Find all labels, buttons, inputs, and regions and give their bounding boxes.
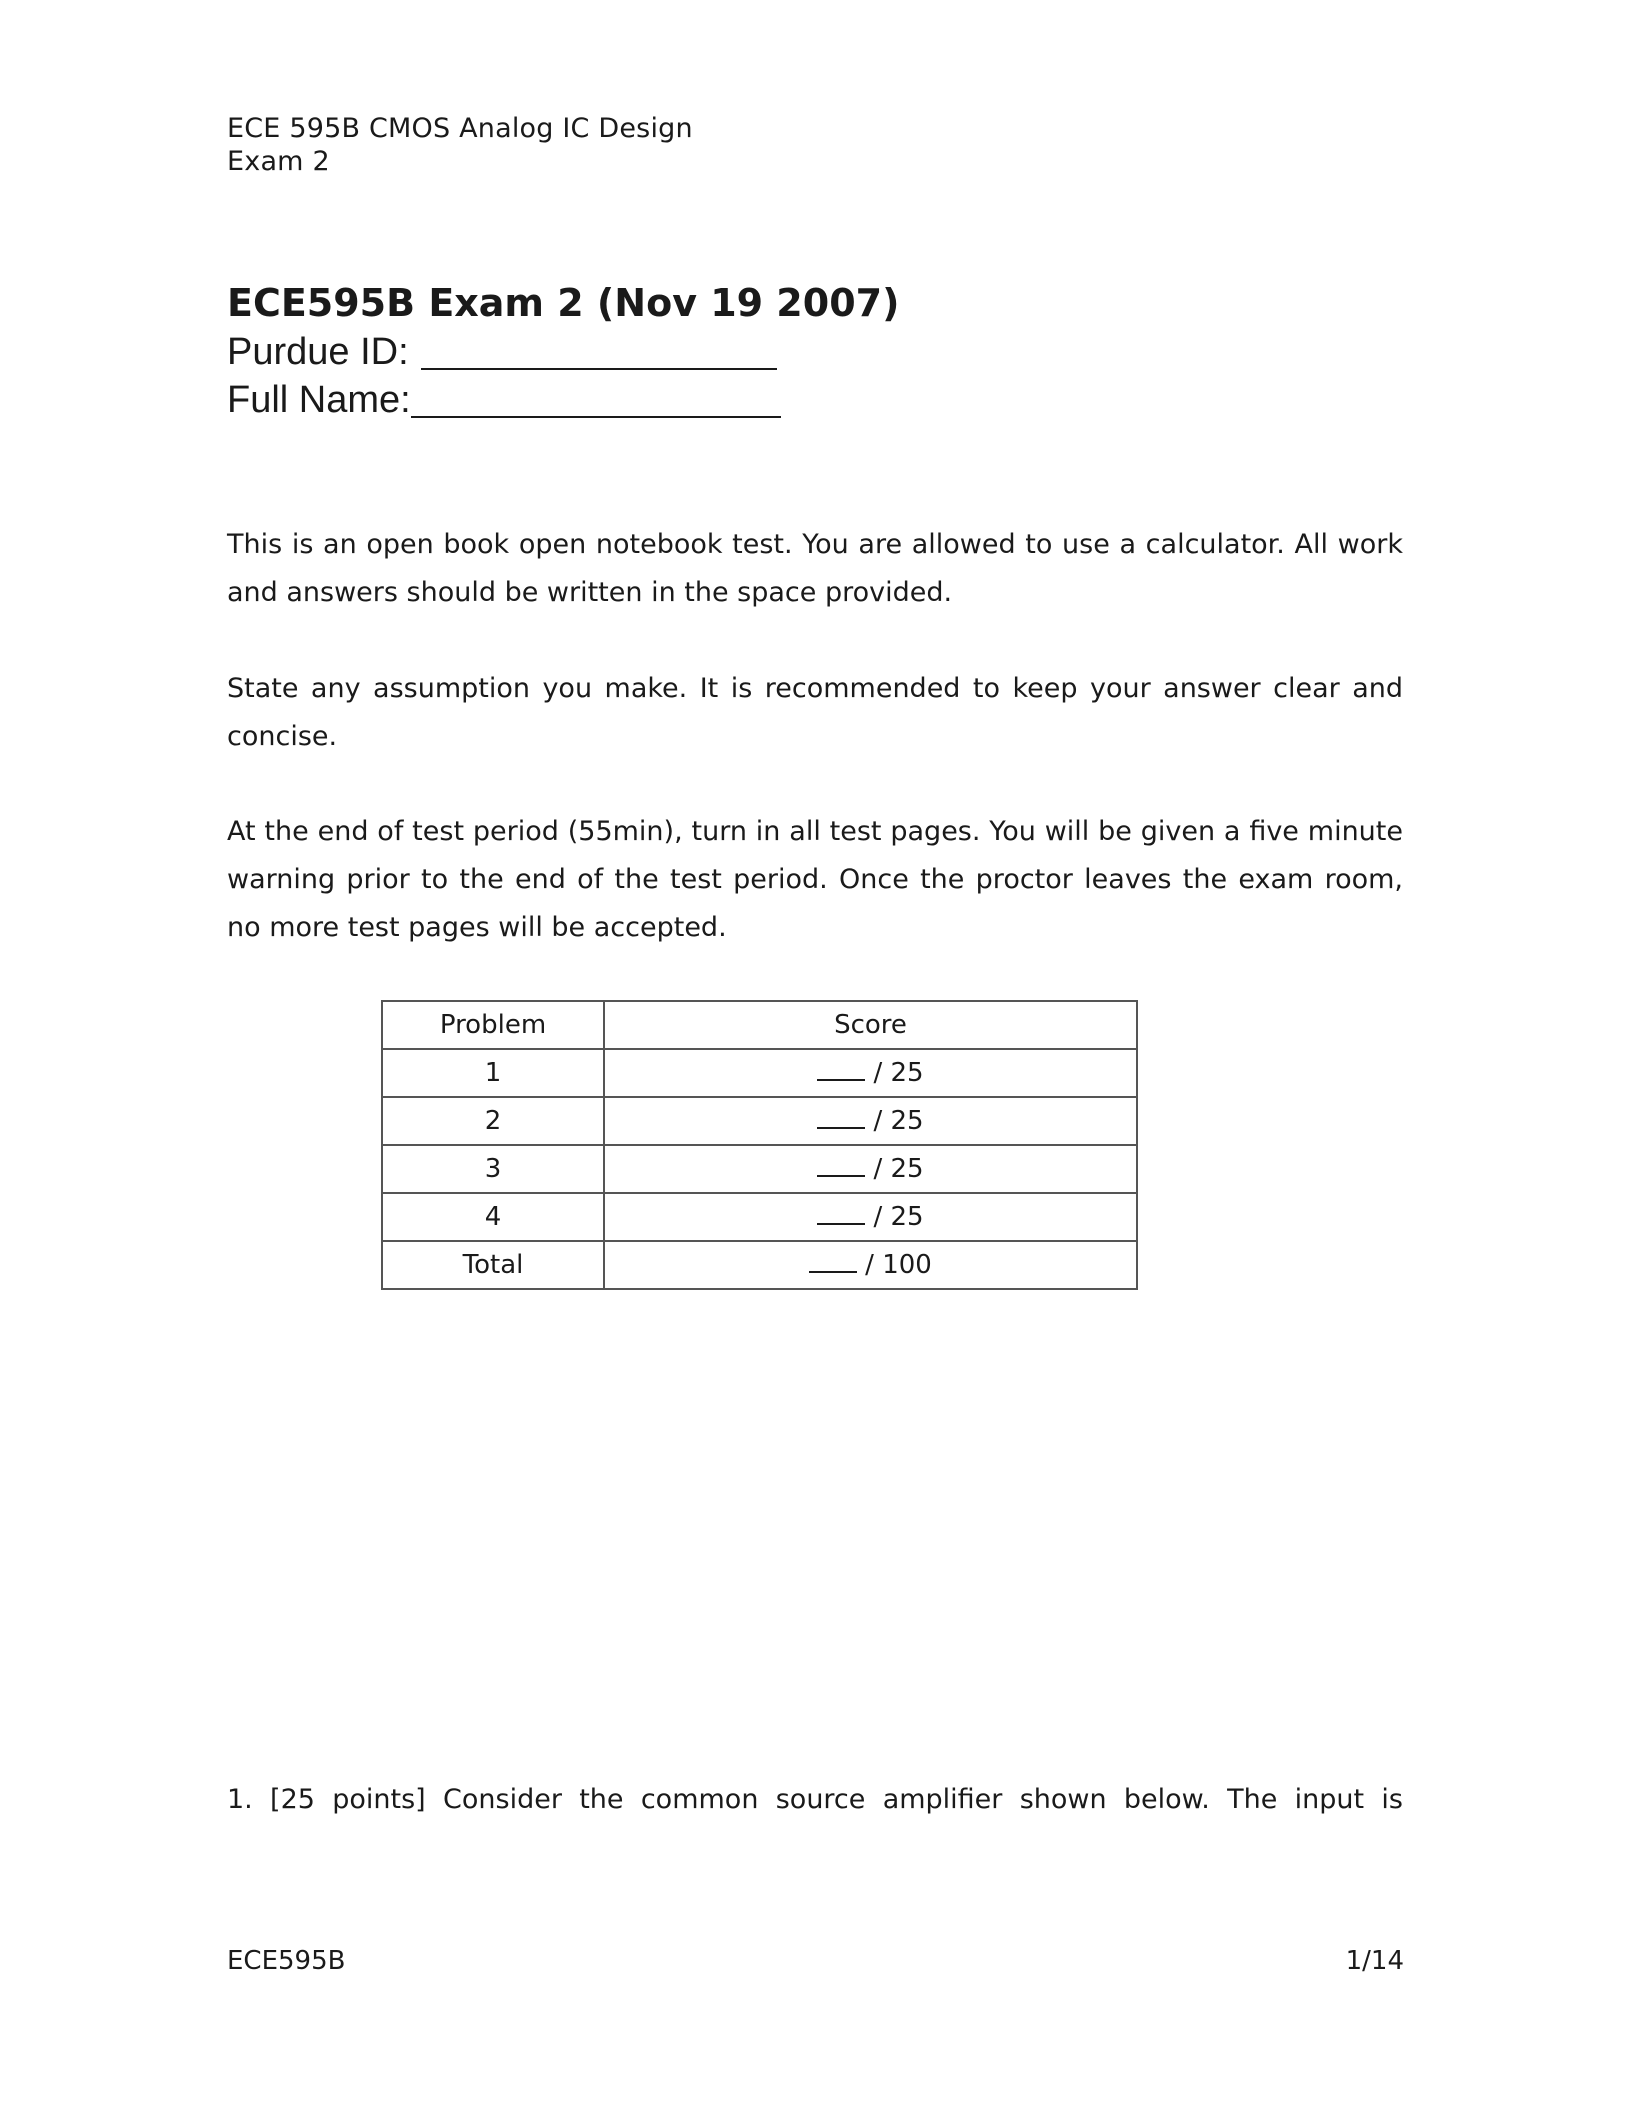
problem-cell: Total: [382, 1241, 604, 1289]
exam-label: Exam 2: [227, 146, 330, 177]
purdue-id-field: [227, 328, 899, 376]
full-name-label: Full Name:: [227, 379, 411, 421]
table-row: [382, 1049, 1137, 1097]
table-row: [382, 1193, 1137, 1241]
score-cell: [604, 1145, 1137, 1193]
score-blank[interactable]: [817, 1203, 865, 1225]
problem-cell: 3: [382, 1145, 604, 1193]
purdue-id-blank[interactable]: [421, 332, 777, 370]
header-score: Score: [604, 1001, 1137, 1049]
problem-cell: 4: [382, 1193, 604, 1241]
instruction-paragraph-1: This is an open book open notebook test. You are allowed to use a calculator. All work and answers should be written in the space provided.: [227, 529, 1403, 608]
score-blank[interactable]: [809, 1251, 857, 1273]
full-name-field: [227, 376, 899, 424]
page-number: 1/14: [1345, 1946, 1404, 1976]
problem-cell: 1: [382, 1049, 604, 1097]
score-blank[interactable]: [817, 1059, 865, 1081]
score-max: / 25: [873, 1106, 924, 1136]
score-cell: [604, 1049, 1137, 1097]
table-row: [382, 1145, 1137, 1193]
page-header: [227, 112, 693, 178]
table-row-total: [382, 1241, 1137, 1289]
problem-cell: 2: [382, 1097, 604, 1145]
score-max: / 25: [873, 1058, 924, 1088]
instruction-paragraph-3: At the end of test period (55min), turn in all test pages. You will be given a five minute warning prior to the end of the test period. Once the proctor leaves the exam room, no more test pages will be accepted.: [227, 816, 1403, 943]
table-row: [382, 1097, 1137, 1145]
exam-title: ECE595B Exam 2 (Nov 19 2007): [227, 281, 900, 325]
instruction-paragraph-2: State any assumption you make. It is recommended to keep your answer clear and concise.: [227, 673, 1403, 752]
score-table: [381, 1000, 1138, 1290]
title-block: [227, 278, 899, 424]
purdue-id-label: Purdue ID:: [227, 331, 409, 373]
full-name-blank[interactable]: [411, 380, 781, 418]
footer-course: ECE595B: [227, 1946, 346, 1976]
score-table-header-row: [382, 1001, 1137, 1049]
score-cell: [604, 1097, 1137, 1145]
score-blank[interactable]: [817, 1155, 865, 1177]
course-title: ECE 595B CMOS Analog IC Design: [227, 113, 693, 144]
score-max: / 25: [873, 1154, 924, 1184]
question-1: 1. [25 points] Consider the common source amplifier shown below. The input is: [227, 1784, 1403, 1815]
score-cell: [604, 1193, 1137, 1241]
score-blank[interactable]: [817, 1107, 865, 1129]
header-problem: Problem: [382, 1001, 604, 1049]
score-cell: [604, 1241, 1137, 1289]
score-max: / 100: [865, 1250, 932, 1280]
score-max: / 25: [873, 1202, 924, 1232]
